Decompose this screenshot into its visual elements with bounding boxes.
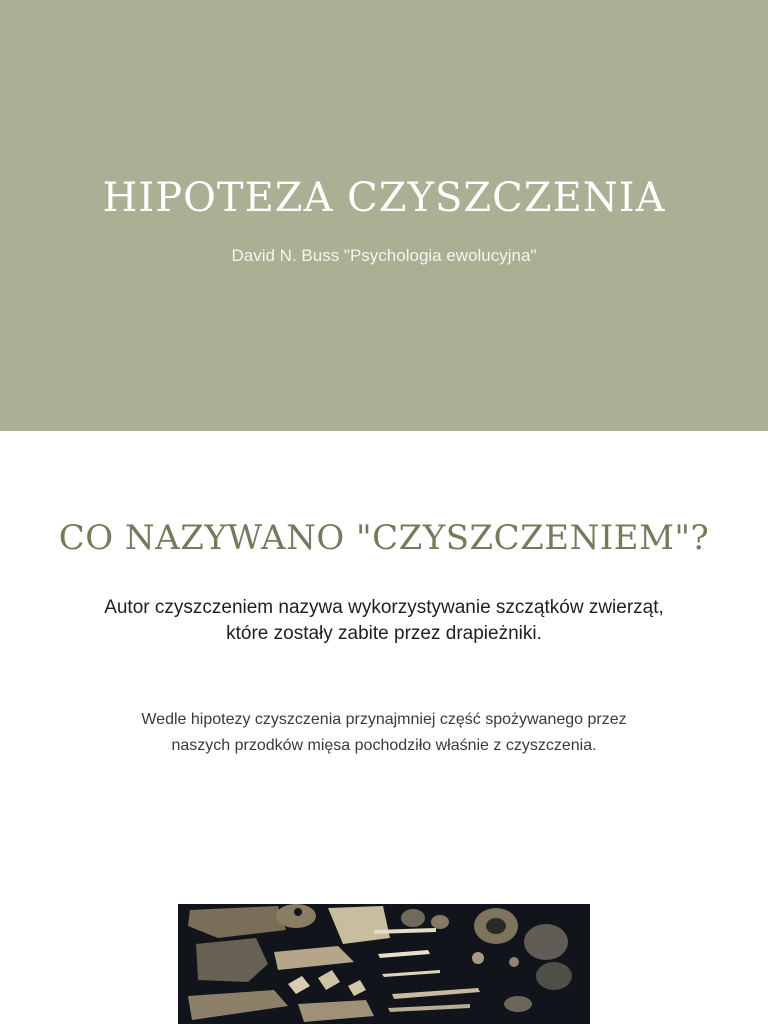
lead-paragraph: Autor czyszczeniem nazywa wykorzystywanie szczątków zwierząt, które zostały zabite przez drapieżniki. (104, 597, 664, 644)
body-paragraph: Wedle hipotezy czyszczenia przynajmniej część spożywanego przez naszych przodków mięsa pochodziło właśnie z czyszczenia. (141, 711, 627, 754)
hero-banner (0, 0, 768, 431)
section-heading: CO NAZYWANO "CZYSZCZENIEM"? (58, 518, 710, 558)
stone-tools-illustration (178, 904, 590, 1024)
page-subtitle: David N. Buss "Psychologia ewolucyjna" (231, 246, 537, 265)
page-title: HIPOTEZA CZYSZCZENIA (102, 175, 666, 221)
artifacts-photo (178, 904, 590, 1024)
